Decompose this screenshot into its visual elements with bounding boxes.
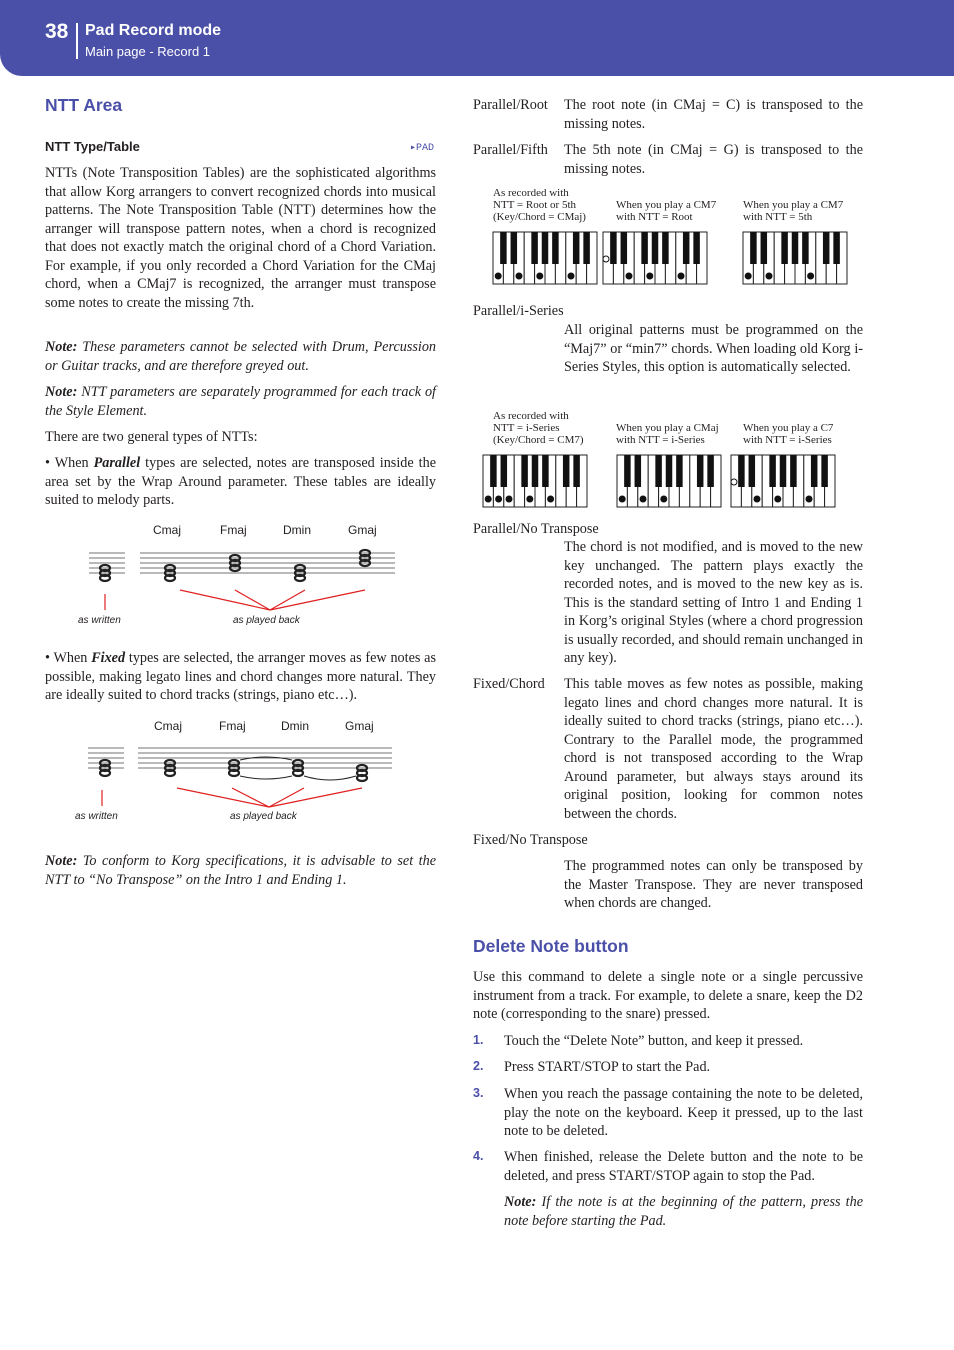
black-key (833, 232, 840, 264)
note-dot (661, 496, 667, 502)
keyboard-diagram (730, 454, 836, 513)
bullet-term: Parallel (93, 455, 141, 471)
black-key (635, 455, 642, 487)
note-label: Note: (45, 853, 78, 869)
chord-label: Dmin (283, 523, 312, 537)
staff-figure-fixed (72, 716, 402, 828)
bullet-fixed (45, 649, 436, 705)
note-dot (485, 496, 491, 502)
note-dot (619, 496, 625, 502)
param-text-fixed-notranspose: The programmed notes can only be transposed by the Master Transpose. They are never transposed when chords are changed. (564, 858, 863, 911)
chord-label: Fmaj (220, 523, 247, 537)
keyboard-svg (482, 454, 588, 508)
delete-intro: Use this command to delete a single note or a single percussive instrument from a track. For example, to delete a snare, keep the D2 note (corresponding to the snare) pressed. (473, 969, 863, 1022)
black-key (707, 455, 714, 487)
black-key (823, 232, 830, 264)
note-dot (495, 273, 501, 279)
keyboard-svg (602, 231, 708, 285)
black-key (573, 232, 580, 264)
black-key (621, 232, 628, 264)
note-dot (745, 273, 751, 279)
black-key (821, 455, 828, 487)
note-dot (647, 273, 653, 279)
section-title-delete-note: Delete Note button (473, 936, 629, 956)
black-key (811, 455, 818, 487)
black-key (655, 455, 662, 487)
chord-label: Gmaj (348, 523, 377, 537)
chord-label: Dmin (281, 719, 310, 733)
black-key (610, 232, 617, 264)
ntt-types-intro: There are two general types of NTTs: (45, 429, 258, 445)
bullet-text: types are selected, the arranger moves as few notes as possible, making legato lines and chord changes more natural. They are ideally suited to chord tracks (strings, piano etc…). (45, 650, 437, 703)
black-key (662, 232, 669, 264)
step-number: 4. (473, 1149, 484, 1163)
black-key (652, 232, 659, 264)
param-label-fixed-notranspose: Fixed/No Transpose (473, 832, 588, 848)
keyboard-diagram (492, 231, 598, 290)
param-text-parallel-notranspose: The chord is not modified, and is moved to the new key unchanged. The pattern plays exactly the recorded notes, and is moved to the new key as is. This is the standard setting of Intro 1 and Ending 1 in Korg’s original Styles (where a chord progression is usually recorded, and should remain unchanged in any key). (564, 539, 863, 666)
note-greyed-out (45, 338, 436, 375)
note-dot (537, 273, 543, 279)
param-text-parallel-iseries: All original patterns must be programmed on the “Maj7” or “min7” chords. When loading old Korg i-Series Styles, this option is automatically selected. (564, 322, 863, 375)
note-dot (754, 496, 760, 502)
param-text-parallel-root: The root note (in CMaj = C) is transposed to the missing notes. (564, 97, 863, 132)
note-dot (640, 496, 646, 502)
chord-label: Fmaj (219, 719, 246, 733)
black-key (693, 232, 700, 264)
keyboard-caption: When you play a C7 with NTT = i-Series (743, 422, 834, 446)
black-key (490, 455, 497, 487)
keyboard-diagram (616, 454, 722, 513)
note-dot (806, 496, 812, 502)
note-per-track (45, 383, 436, 420)
chord-label: Cmaj (153, 523, 182, 537)
as-written-label: as written (78, 615, 121, 626)
param-label-fixed-chord: Fixed/Chord (473, 676, 545, 692)
pad-arrow-icon: ▸ (410, 143, 417, 154)
chord-label: Gmaj (345, 719, 374, 733)
step-number: 3. (473, 1086, 484, 1100)
keyboard-caption: As recorded with NTT = Root or 5th (Key/Chord = CMaj) (493, 187, 586, 223)
black-key (542, 232, 549, 264)
black-key (697, 455, 704, 487)
keyboard-caption: When you play a CM7 with NTT = Root (616, 199, 717, 223)
note-text: To conform to Korg specifications, it is advisable to set the NTT to “No Transpose” on the Intro 1 and Ending 1. (45, 853, 437, 888)
black-key (666, 455, 673, 487)
bullet-text: types are selected, notes are transposed inside the area set by the Wrap Around parameter. These tables are ideally suited to melody parts. (45, 455, 437, 508)
bullet-parallel (45, 454, 436, 510)
black-key (511, 232, 518, 264)
keyboard-caption: When you play a CM7 with NTT = 5th (743, 199, 844, 223)
note-dot (626, 273, 632, 279)
black-key (750, 232, 757, 264)
param-text-fixed-chord: This table moves as few notes as possible, making legato lines and chord changes more natural. It is ideally suited to chord tracks (strings, piano etc…). Contrary to the Parallel mode, the programmed chord is not transposed according to the Wrap Around parameter, but always stays around its original position, looking for common notes between the chords. (564, 676, 863, 822)
keyboard-svg (616, 454, 722, 508)
note-dot (516, 273, 522, 279)
section-title-ntt-area: NTT Area (45, 95, 123, 115)
note-dot (731, 479, 737, 485)
note-text: These parameters cannot be selected with Drum, Percussion or Guitar tracks, and are therefore greyed out. (45, 339, 437, 374)
note-text: NTT parameters are separately programmed for each track of the Style Element. (45, 384, 436, 419)
black-key (563, 455, 570, 487)
page-number: 38 (45, 20, 69, 43)
staff-figure-parallel (75, 520, 405, 632)
as-played-back-label: as played back (230, 811, 297, 822)
black-key (769, 455, 776, 487)
black-key (531, 232, 538, 264)
black-key (542, 455, 549, 487)
subsection-title-ntt-type: NTT Type/Table (45, 139, 140, 154)
note-delete-beginning (504, 1193, 863, 1230)
param-label-parallel-fifth: Parallel/Fifth (473, 142, 548, 158)
as-played-back-label: as played back (233, 615, 300, 626)
black-key (500, 232, 507, 264)
note-dot (548, 496, 554, 502)
keyboard-diagram (742, 231, 848, 290)
step-number: 2. (473, 1059, 484, 1073)
black-key (792, 232, 799, 264)
as-written-label: as written (75, 811, 118, 822)
chord-label: Cmaj (154, 719, 183, 733)
note-dot (678, 273, 684, 279)
keyboard-svg (492, 231, 598, 285)
keyboard-caption: As recorded with NTT = i-Series (Key/Chord = CM7) (493, 410, 584, 446)
black-key (749, 455, 756, 487)
note-korg-specs (45, 852, 436, 889)
black-key (781, 232, 788, 264)
black-key (790, 455, 797, 487)
black-key (501, 455, 508, 487)
step-text: Press START/STOP to start the Pad. (504, 1059, 711, 1075)
black-key (583, 232, 590, 264)
param-label-parallel-root: Parallel/Root (473, 97, 548, 113)
black-key (676, 455, 683, 487)
param-label-parallel-iseries: Parallel/i-Series (473, 303, 564, 319)
black-key (761, 232, 768, 264)
note-label: Note: (45, 339, 78, 355)
header-divider (76, 23, 78, 59)
chapter-title: Pad Record mode (85, 22, 222, 39)
note-dot (775, 496, 781, 502)
black-key (573, 455, 580, 487)
step-text: When finished, release the Delete button and the note to be deleted, and press START/STOP again to stop the Pad. (504, 1149, 863, 1184)
note-dot (496, 496, 502, 502)
step-number: 1. (473, 1033, 484, 1047)
keyboard-diagram (482, 454, 588, 513)
note-label: Note: (504, 1194, 537, 1210)
note-dot (766, 273, 772, 279)
keyboard-caption: When you play a CMaj with NTT = i-Series (616, 422, 719, 446)
black-key (624, 455, 631, 487)
black-key (532, 455, 539, 487)
step-text: Touch the “Delete Note” button, and keep it pressed. (504, 1033, 804, 1049)
step-text: When you reach the passage containing the note to be deleted, play the note on the keyboard. Keep it pressed, up to the last note to be deleted. (504, 1086, 863, 1139)
black-key (738, 455, 745, 487)
note-dot (568, 273, 574, 279)
note-dot (603, 256, 609, 262)
black-key (802, 232, 809, 264)
pad-tag (410, 142, 434, 154)
keyboard-svg (742, 231, 848, 285)
black-key (552, 232, 559, 264)
black-key (521, 455, 528, 487)
pad-tag-label: PAD (416, 143, 435, 154)
note-dot (527, 496, 533, 502)
param-text-parallel-fifth: The 5th note (in CMaj = G) is transposed to the missing notes. (564, 142, 863, 177)
note-text: If the note is at the beginning of the pattern, press the note before starting the Pad. (504, 1194, 863, 1229)
param-label-parallel-notranspose: Parallel/No Transpose (473, 521, 599, 537)
chapter-subtitle: Main page - Record 1 (85, 44, 211, 59)
bullet-term: Fixed (91, 650, 126, 666)
black-key (780, 455, 787, 487)
page-header (0, 0, 954, 76)
note-label: Note: (45, 384, 78, 400)
bullet-prefix: • When (45, 455, 89, 471)
black-key (683, 232, 690, 264)
keyboard-diagram (602, 231, 708, 290)
note-dot (506, 496, 512, 502)
bullet-prefix: • When (45, 650, 88, 666)
keyboard-svg (730, 454, 836, 508)
black-key (641, 232, 648, 264)
ntt-intro: NTTs (Note Transposition Tables) are the sophisticated algorithms that allow Korg arrangers to convert recognized chords into musical patterns. The Note Transposition Table (NTT) determines how the arranger will transpose pattern notes, when a chord is recognized that does not exactly match the original chord of a Chord Variation. For example, if you only recorded a Chord Variation for the CMaj chord, when a CMaj7 is recognized, the arranger must transpose some notes to create the missing 7th. (45, 165, 436, 311)
note-dot (808, 273, 814, 279)
